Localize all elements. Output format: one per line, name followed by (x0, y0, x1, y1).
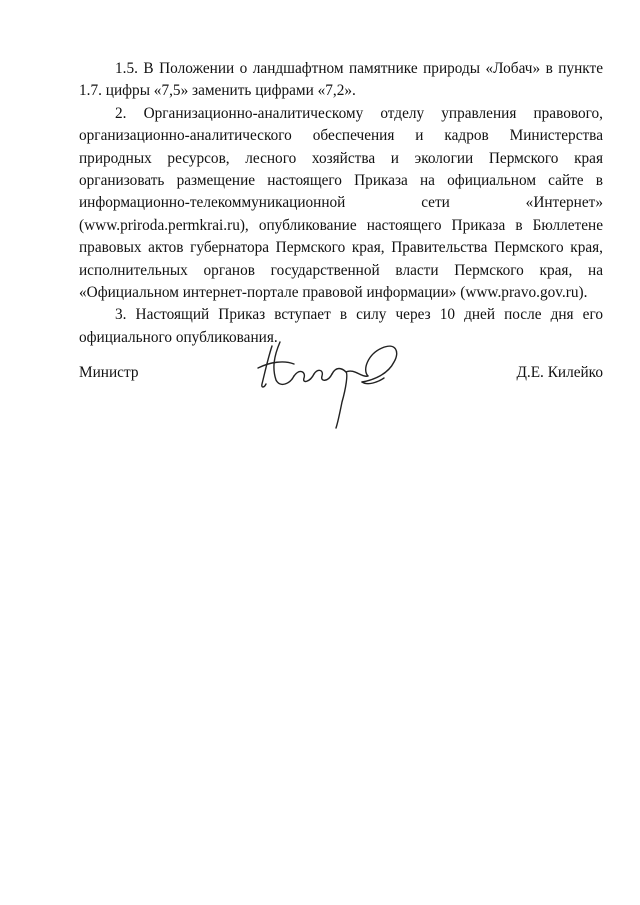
document-body (79, 58, 603, 349)
signature-block (79, 362, 603, 392)
paragraph-1-5: 1.5. В Положении о ландшафтном памятнике природы «Лобач» в пункте 1.7. цифры «7,5» заменить цифрами «7,2». (79, 60, 603, 100)
signer-name: Д.Е. Килейко (516, 364, 603, 381)
paragraph-2: 2. Организационно-аналитическому отделу управления правового, организационно-аналитического обеспечения и кадров Министерства природных ресурсов, лесного хозяйства и экологии Пермского края организовать размещение настоящего Приказа на официальном сайте в информационно-телекоммуникационной сети «Интернет» (www.priroda.permkrai.ru), опубликование настоящего Приказа в Бюллетене правовых актов губернатора Пермского края, Правительства Пермского края, исполнительных органов государственной власти Пермского края, на «Официальном интернет-портале правовой информации» (www.pravo.gov.ru). (79, 104, 603, 302)
paragraph-3: 3. Настоящий Приказ вступает в силу через 10 дней после дня его официального опубликования. (79, 306, 603, 346)
position-title: Министр (79, 364, 139, 381)
